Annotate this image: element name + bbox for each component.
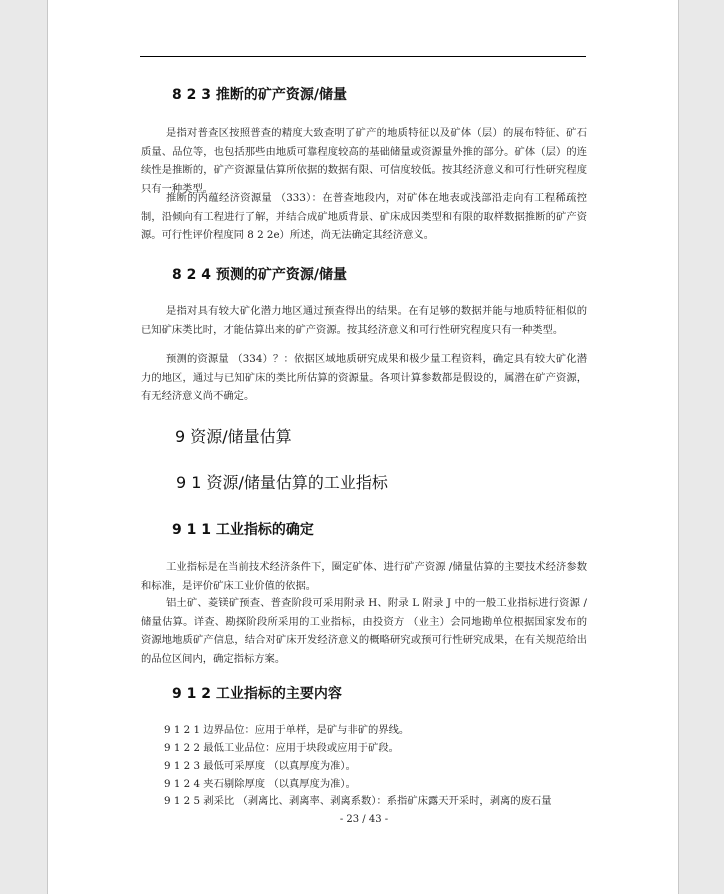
- heading-9-1-2: 9 1 2 工业指标的主要内容: [172, 686, 342, 702]
- heading-8-2-4: 8 2 4 预测的矿产资源/储量: [172, 267, 347, 283]
- list-item: 9 1 2 2 最低工业品位：应用于块段或应用于矿段。: [164, 742, 399, 754]
- list-item: 9 1 2 4 夹石剔除厚度 （以真厚度为准）。: [164, 778, 356, 790]
- page-number: - 23 / 43 -: [339, 814, 389, 825]
- paragraph: 推断的内蕴经济资源量 （333）：在普查地段内，对矿体在地表或浅部沿走向有工程稀疏控制，沿倾向有工程进行了解，并结合成矿地质背景、矿床成因类型和有限的取样数据推断的矿产资源。可行性评价程度同 8 2 2e）所述，尚无法确定其经济意义。: [141, 192, 587, 241]
- heading-9: 9 资源/储量估算: [175, 427, 292, 446]
- heading-9-1: 9 1 资源/储量估算的工业指标: [176, 473, 388, 492]
- paragraph: 是指对普查区按照普查的精度大致查明了矿产的地质特征以及矿体（层）的展布特征、矿石质量、品位等，也包括那些由地质可靠程度较高的基础储量或资源量外推的部分。矿体（层）的连续性是推断的，矿产资源量估算所依据的数据有限、可信度较低。按其经济意义和可行性研究程度只有一种类型。: [141, 127, 587, 195]
- header-rule: [140, 56, 586, 57]
- list-item: 9 1 2 5 剥采比 （剥离比、剥离率、剥离系数）：系指矿床露天开采时，剥离的废石量: [164, 795, 552, 807]
- paragraph: 铝土矿、菱镁矿预查、普查阶段可采用附录 H、附录 L 附录 J 中的一般工业指标进行资源 /储量估算。详查、勘探阶段所采用的工业指标，由投资方 （业主）会同地勘单位根据国家发布的资源地地质矿产信息，结合对矿床开发经济意义的概略研究或预可行性研究成果，在有关规范给出的品位区间内，确定指标方案。: [141, 597, 587, 665]
- document-page: [47, 0, 679, 894]
- list-item: 9 1 2 1 边界品位：应用于单样，是矿与非矿的界线。: [164, 724, 410, 736]
- paragraph: 是指对具有较大矿化潜力地区通过预查得出的结果。在有足够的数据并能与地质特征相似的已知矿床类比时，才能估算出来的矿产资源。按其经济意义和可行性研究程度只有一种类型。: [141, 305, 587, 336]
- heading-9-1-1: 9 1 1 工业指标的确定: [172, 522, 314, 538]
- paragraph: 工业指标是在当前技术经济条件下，圈定矿体、进行矿产资源 /储量估算的主要技术经济参数和标准，是评价矿床工业价值的依据。: [141, 561, 587, 592]
- heading-8-2-3: 8 2 3 推断的矿产资源/储量: [172, 87, 347, 103]
- paragraph: 预测的资源量 （334）？：依据区域地质研究成果和极少量工程资料，确定具有较大矿化潜力的地区，通过与已知矿床的类比所估算的资源量。各项计算参数都是假设的，属潜在矿产资源，有无经济意义尚不确定。: [141, 353, 587, 402]
- list-item: 9 1 2 3 最低可采厚度 （以真厚度为准）。: [164, 760, 356, 772]
